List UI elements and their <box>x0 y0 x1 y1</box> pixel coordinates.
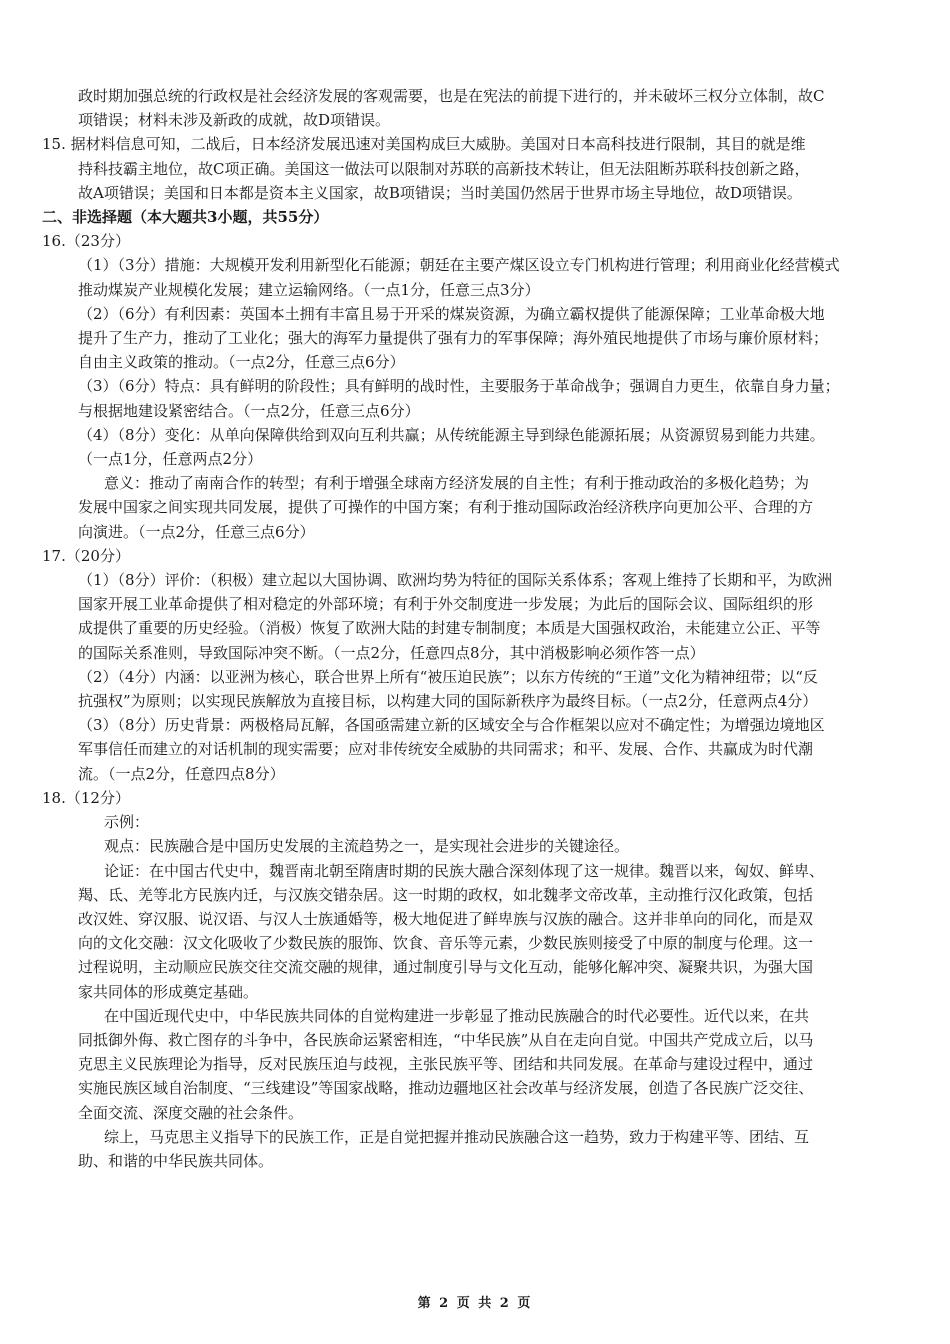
text-line: 自由主义政策的推动。（一点2分，任意三点6分） <box>78 353 405 372</box>
text-line: 助、和谐的中华民族共同体。 <box>78 1151 274 1170</box>
text-line: （2）（6分）有利因素：英国本土拥有丰富且易于开采的煤炭资源，为确立霸权提供了能源保障；工业革命极大地 <box>78 304 825 323</box>
text-line: 在中国近现代史中，中华民族共同体的自觉构建进一步彰显了推动民族融合的时代必要性。近代以来，在共 <box>104 1006 810 1025</box>
text-line: 家共同体的形成奠定基础。 <box>78 982 259 1001</box>
text-line: 意义：推动了南南合作的转型；有利于增强全球南方经济发展的自主性；有利于推动政治的多极化趋势；为 <box>104 474 810 493</box>
text-line: 17.（20分） <box>42 546 130 565</box>
text-line: 改汉姓、穿汉服、说汉语、与汉人士族通婚等，极大地促进了鲜卑族与汉族的融合。这并非单向的同化，而是双 <box>78 909 814 928</box>
text-line: 羯、氐、羌等北方民族内迁，与汉族交错杂居。这一时期的政权，如北魏孝文帝改革，主动推行汉化政策，包括 <box>78 885 814 904</box>
text-line: 同抵御外侮、救亡图存的斗争中，各民族命运紧密相连，“中华民族”从自在走向自觉。中国共产党成立后，以马 <box>78 1030 814 1049</box>
text-line: （1）（3分）措施：大规模开发利用新型化石能源；朝廷在主要产煤区设立专门机构进行管理；利用商业化经营模式 <box>78 256 840 275</box>
text-line: （4）（8分）变化：从单向保障供给到双向互利共赢；从传统能源主导到绿色能源拓展；从资源贸易到能力共建。 <box>78 425 825 444</box>
page-footer: 第 2 页 共 2 页 <box>417 1296 533 1311</box>
text-line: 的国际关系准则，导致国际冲突不断。（一点2分，任意四点8分，其中消极影响必须作答一点） <box>78 643 705 662</box>
text-line: 推动煤炭产业规模化发展；建立运输网络。（一点1分，任意三点3分） <box>78 280 540 299</box>
text-line: （3）（8分）历史背景：两极格局瓦解，各国亟需建立新的区域安全与合作框架以应对不确定性；为增强边境地区 <box>78 716 825 735</box>
text-line: 故A项错误；美国和日本都是资本主义国家，故B项错误；当时美国仍然居于世界市场主导地位，故D项错误。 <box>78 183 802 202</box>
answer-key-body <box>42 84 908 1173</box>
text-line: 国家开展工业革命提供了相对稳定的外部环境；有利于外交制度进一步发展；为此后的国际会议、国际组织的形 <box>78 595 814 614</box>
text-line: 克思主义民族理论为指导，反对民族压迫与歧视，主张民族平等、团结和共同发展。在革命与建设过程中，通过 <box>78 1055 814 1074</box>
text-line: 二、非选择题（本大题共3小题，共55分） <box>42 208 329 227</box>
text-line: 综上，马克思主义指导下的民族工作，正是自觉把握并推动民族融合这一趋势，致力于构建平等、团结、互 <box>104 1127 810 1146</box>
text-line: 与根据地建设紧密结合。（一点2分，任意三点6分） <box>78 401 420 420</box>
text-line: 15. 据材料信息可知，二战后，日本经济发展迅速对美国构成巨大威胁。美国对日本高科技进行限制，其目的就是维 <box>42 135 806 154</box>
text-line: 向演进。（一点2分，任意三点6分） <box>78 522 315 541</box>
text-line: 观点：民族融合是中国历史发展的主流趋势之一，是实现社会进步的关键途径。 <box>104 837 630 856</box>
text-line: 军事信任而建立的对话机制的现实需要；应对非传统安全威胁的共同需求；和平、发展、合作、共赢成为时代潮 <box>78 740 814 759</box>
text-line: （3）（6分）特点：具有鲜明的阶段性；具有鲜明的战时性，主要服务于革命战争；强调自力更生，依靠自身力量； <box>78 377 840 396</box>
text-line: 16.（23分） <box>42 232 130 251</box>
text-line: 流。（一点2分，任意四点8分） <box>78 764 285 783</box>
text-line: 全面交流、深度交融的社会条件。 <box>78 1103 304 1122</box>
text-line: 示例： <box>104 813 150 832</box>
text-line: （1）（8分）评价：（积极）建立起以大国协调、欧洲均势为特征的国际关系体系；客观上维持了长期和平，为欧洲 <box>78 571 833 590</box>
text-line: 成提供了重要的历史经验。（消极）恢复了欧洲大陆的封建专制制度；本质是大国强权政治，未能建立公正、平等 <box>78 619 821 638</box>
text-line: 发展中国家之间实现共同发展，提供了可操作的中国方案；有利于推动国际政治经济秩序向更加公平、合理的方 <box>78 498 814 517</box>
text-line: 抗强权”为原则；以实现民族解放为直接目标，以构建大同的国际新秩序为最终目标。（一点2分，任意两点4分） <box>78 692 818 711</box>
text-line: 政时期加强总统的行政权是社会经济发展的客观需要，也是在宪法的前提下进行的，并未破坏三权分立体制，故C <box>78 87 825 105</box>
text-line: 持科技霸主地位，故C项正确。美国这一做法可以限制对苏联的高新技术转让，但无法阻断苏联科技创新之路， <box>78 159 810 178</box>
text-line: 过程说明，主动顺应民族交往交流交融的规律，通过制度引导与文化互动，能够化解冲突、凝聚共识，为强大国 <box>78 958 814 977</box>
text-line: 提升了生产力，推动了工业化；强大的海军力量提供了强有力的军事保障；海外殖民地提供了市场与廉价原材料； <box>78 329 829 348</box>
text-line: （一点1分，任意两点2分） <box>78 450 263 469</box>
text-line: 论证：在中国古代史中，魏晋南北朝至隋唐时期的民族大融合深刻体现了这一规律。魏晋以来，匈奴、鲜卑、 <box>104 861 825 880</box>
text-line: 实施民族区域自治制度、“三线建设”等国家战略，推动边疆地区社会改革与经济发展，创造了各民族广泛交往、 <box>78 1079 814 1098</box>
text-line: 向的文化交融：汉文化吸收了少数民族的服饰、饮食、音乐等元素，少数民族则接受了中原的制度与伦理。这一 <box>78 934 814 953</box>
text-line: 项错误；材料未涉及新政的成就，故D项错误。 <box>78 111 391 130</box>
text-line: 18.（12分） <box>42 788 130 807</box>
text-line: （2）（4分）内涵：以亚洲为核心，联合世界上所有“被压迫民族”；以东方传统的“王道”文化为精神纽带；以“反 <box>78 667 818 686</box>
